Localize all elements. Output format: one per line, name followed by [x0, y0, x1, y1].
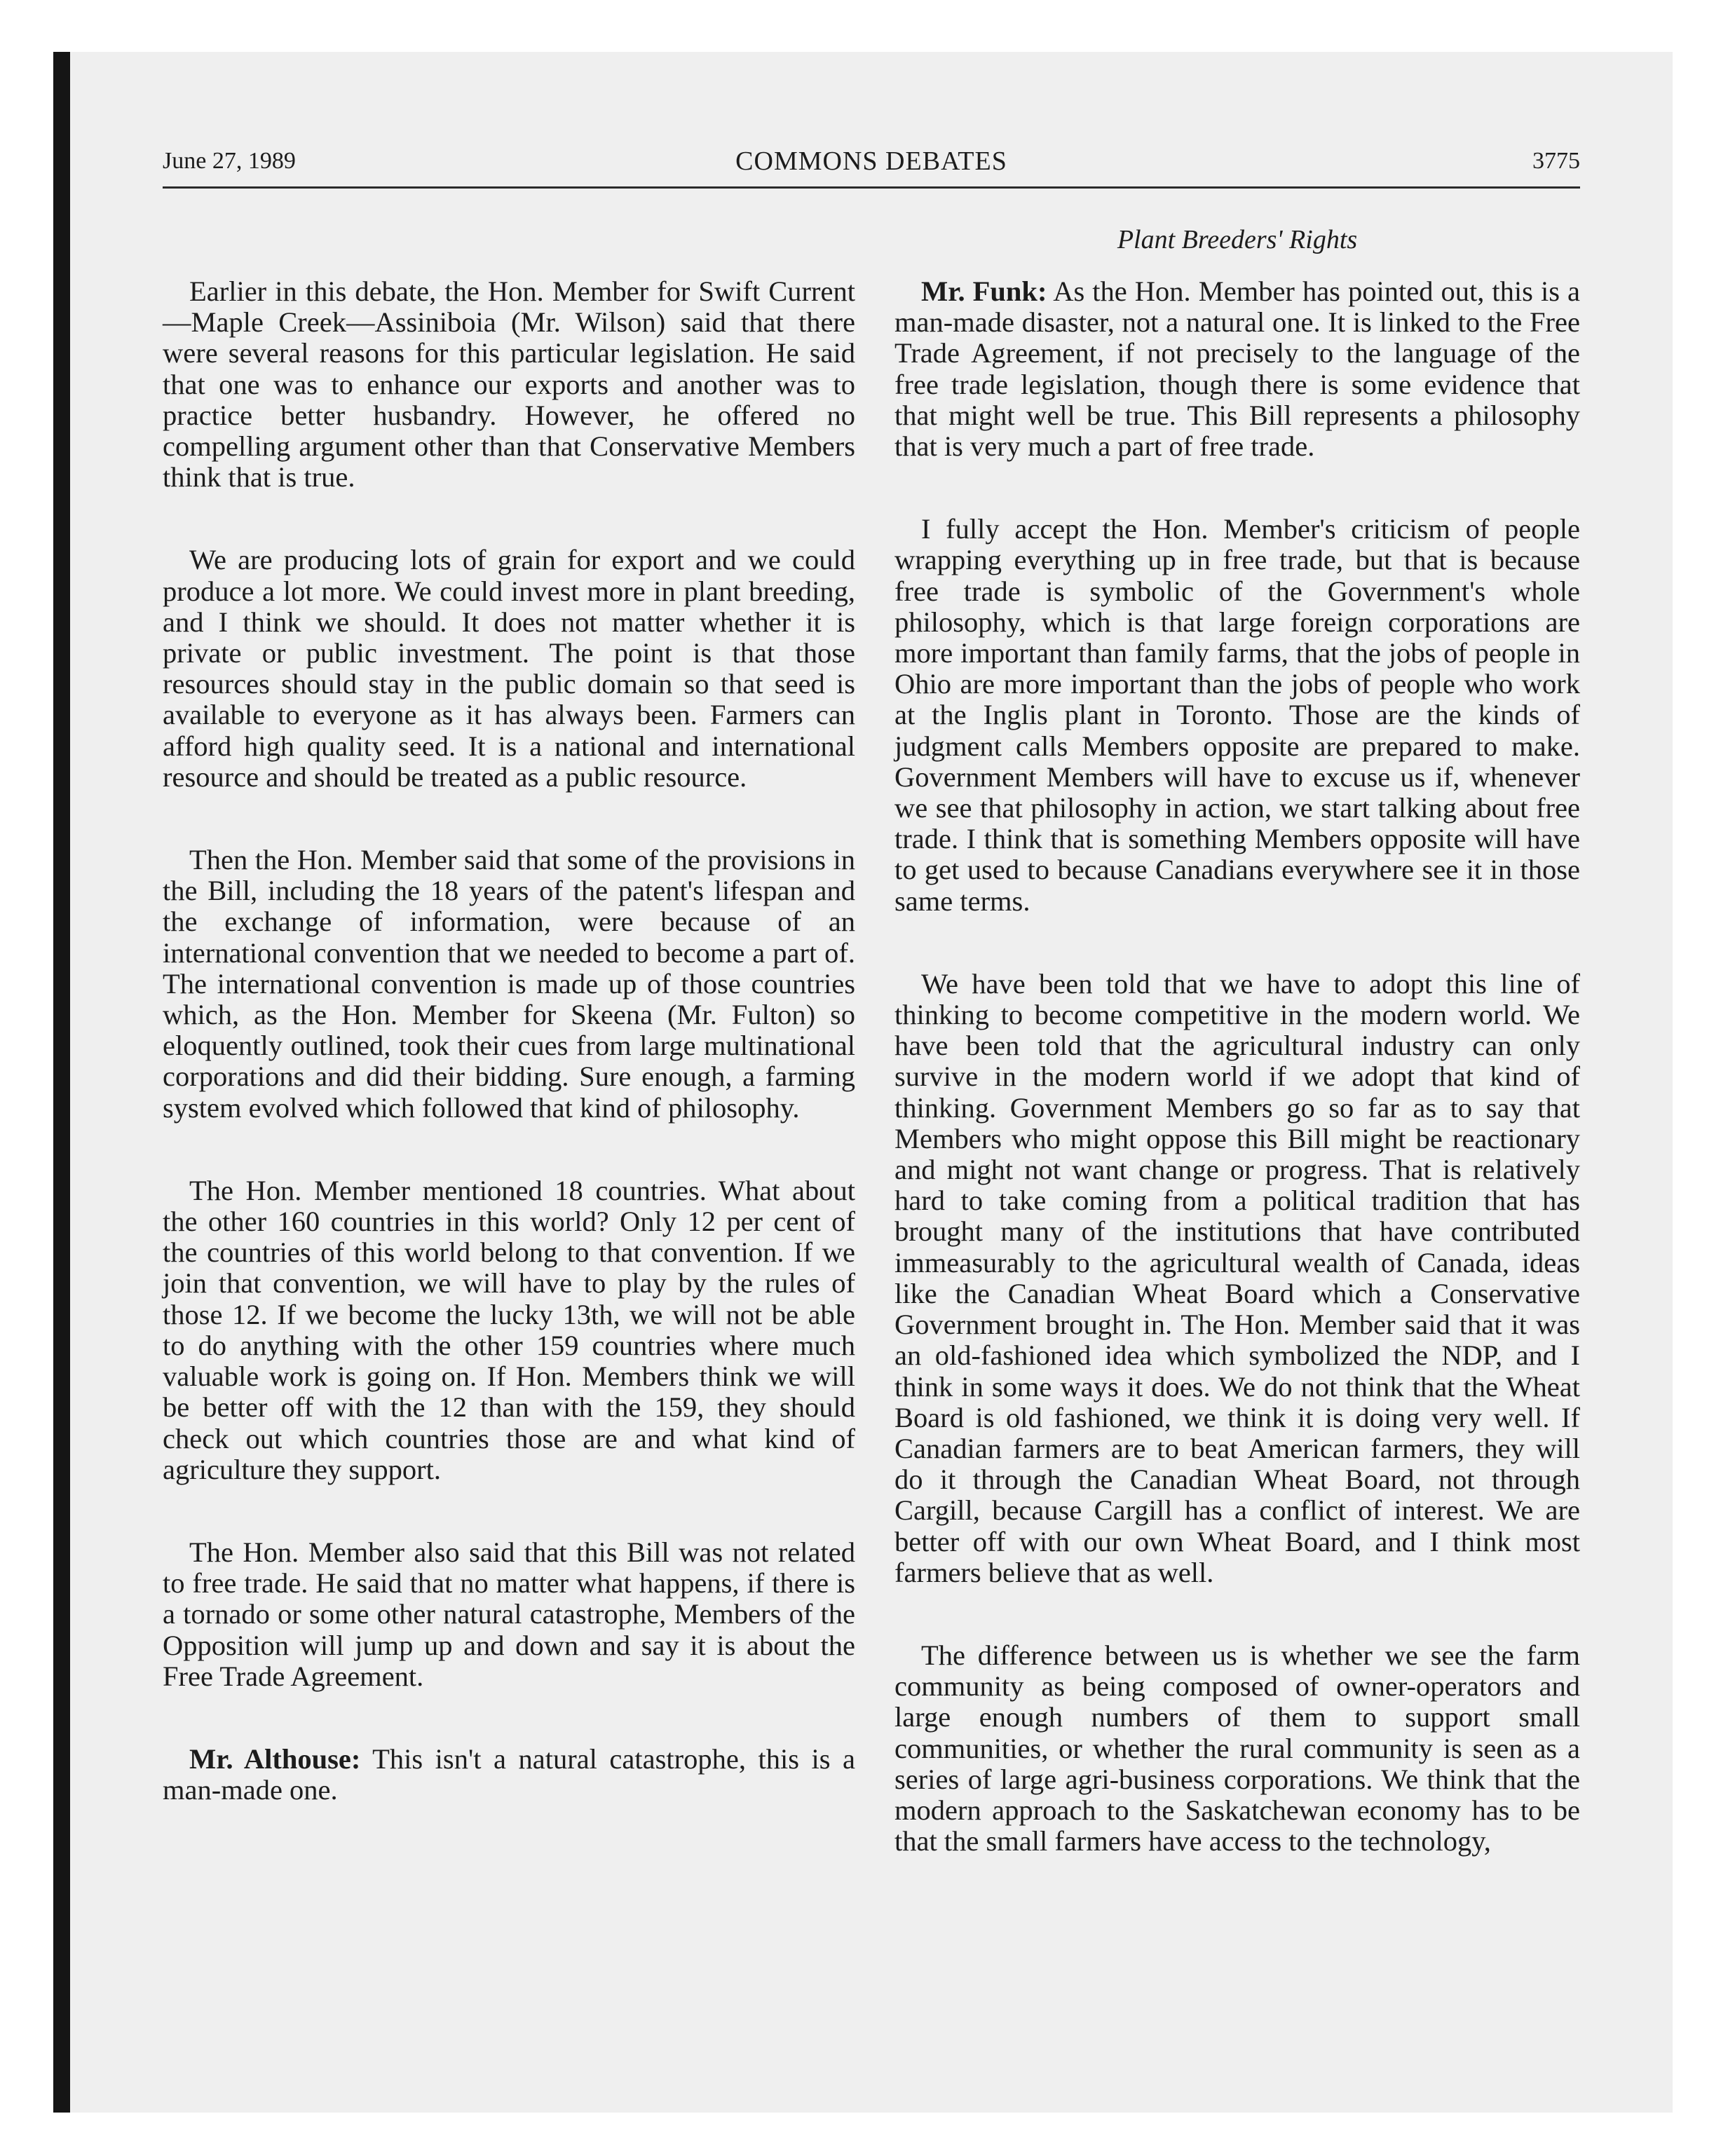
speaker-name: Mr. Althouse:: [189, 1742, 361, 1775]
paragraph: We have been told that we have to adopt this line of thinking to become competitive in the modern world. We have been told that the agricultural industry can only survive in the modern world if we adopt that kind of thinking. Government Members go so far as to say that Members who might oppose this Bill might be reactionary and might not want change or progress. That is relatively hard to take coming from a political tradition that has brought many of the institutions that have contributed immeasurably to the agricultural wealth of Canada, ideas like the Canadian Wheat Board which a Conservative Government brought in. The Hon. Member said that it was an old-fashioned idea which symbolized the NDP, and I think in some ways it does. We do not think that the Wheat Board is old fashioned, we think it is doing very well. If Canadian farmers are to beat American farmers, they will do it through the Canadian Wheat Board, not through Cargill, because Cargill has a conflict of interest. We are better off with our own Wheat Board, and I think most farmers believe that as well.: [894, 967, 1580, 1588]
speaker-name: Mr. Funk:: [921, 275, 1047, 307]
left-column: [163, 276, 855, 1857]
paragraph: The Hon. Member also said that this Bill was not related to free trade. He said that no matter what happens, if there is a tornado or some other natural catastrophe, Members of the Opposition will jump up and down and say it is about the Free Trade Agreement.: [163, 1536, 855, 1692]
paragraph: Earlier in this debate, the Hon. Member for Swift Current—Maple Creek—Assiniboia (Mr. Wilson) said that there were several reasons for this particular legislation. He said that one was to enhance our exports and another was to practice better husbandry. However, he offered no compelling argument other than that Conservative Members think that is true.: [163, 275, 855, 493]
header-title: COMMONS DEBATES: [735, 146, 1007, 176]
speech-paragraph: [894, 276, 1580, 462]
paragraph: The difference between us is whether we see the farm community as being composed of owner-operators and large enough numbers of them to support small communities, or whether the rural community is seen as a series of large agri-business corporations. We think that the modern approach to the Saskatchewan economy has to be that the small farmers have access to the technology,: [894, 1639, 1580, 1857]
paragraph: I fully accept the Hon. Member's criticism of people wrapping everything up in free trade, but that is because free trade is symbolic of the Government's whole philosophy, which is that large foreign corporations are more important than family farms, that the jobs of people in Ohio are more important than the jobs of people who work at the Inglis plant in Toronto. Those are the kinds of judgment calls Members opposite are prepared to make. Government Members will have to excuse us if, whenever we see that philosophy in action, we start talking about free trade. I think that is something Members opposite will have to get used to because Canadians everywhere see it in those same terms.: [894, 513, 1580, 917]
paragraph: We are producing lots of grain for export and we could produce a lot more. We could invest more in plant breeding, and I think we should. It does not matter whether it is private or public investment. The point is that those resources should stay in the public domain so that seed is available to everyone as it has always been. Farmers can afford high quality seed. It is a national and international resource and should be treated as a public resource.: [163, 544, 855, 793]
subject-heading: Plant Breeders' Rights: [1117, 225, 1358, 254]
speech-text: As the Hon. Member has pointed out, this is a man-made disaster, not a natural one. It is linked to the Free Trade Agreement, if not precisely to the language of the free trade legislation, though there is some evidence that that might well be true. This Bill represents a philosophy that is very much a part of free trade.: [894, 275, 1580, 463]
speech-text: This isn't a natural catastrophe, this is a man-made one.: [163, 1742, 855, 1806]
paragraph: The Hon. Member mentioned 18 countries. What about the other 160 countries in this world? Only 12 per cent of the countries of this world belong to that convention. If we join that convention, we will have to play by the rules of those 12. If we become the lucky 13th, we will not be able to do anything with the other 159 countries where much valuable work is going on. If Hon. Members think we will be better off with the 12 than with the 159, they should check out which countries those are and what kind of agriculture they support.: [163, 1174, 855, 1485]
scan-edge-bar: [53, 52, 70, 2113]
header-date: June 27, 1989: [163, 148, 296, 174]
right-column: [894, 276, 1580, 1909]
speech-paragraph: [163, 1744, 855, 1806]
header-page-number: 3775: [1532, 148, 1580, 174]
paragraph: Then the Hon. Member said that some of the provisions in the Bill, including the 18 years of the patent's lifespan and the exchange of information, were because of an international convention that we needed to become a part of. The international convention is made up of those countries which, as the Hon. Member for Skeena (Mr. Fulton) so eloquently outlined, took their cues from large multinational corporations and did their bidding. Sure enough, a farming system evolved which followed that kind of philosophy.: [163, 844, 855, 1124]
header-rule: [163, 186, 1580, 189]
running-header: [163, 144, 1580, 189]
